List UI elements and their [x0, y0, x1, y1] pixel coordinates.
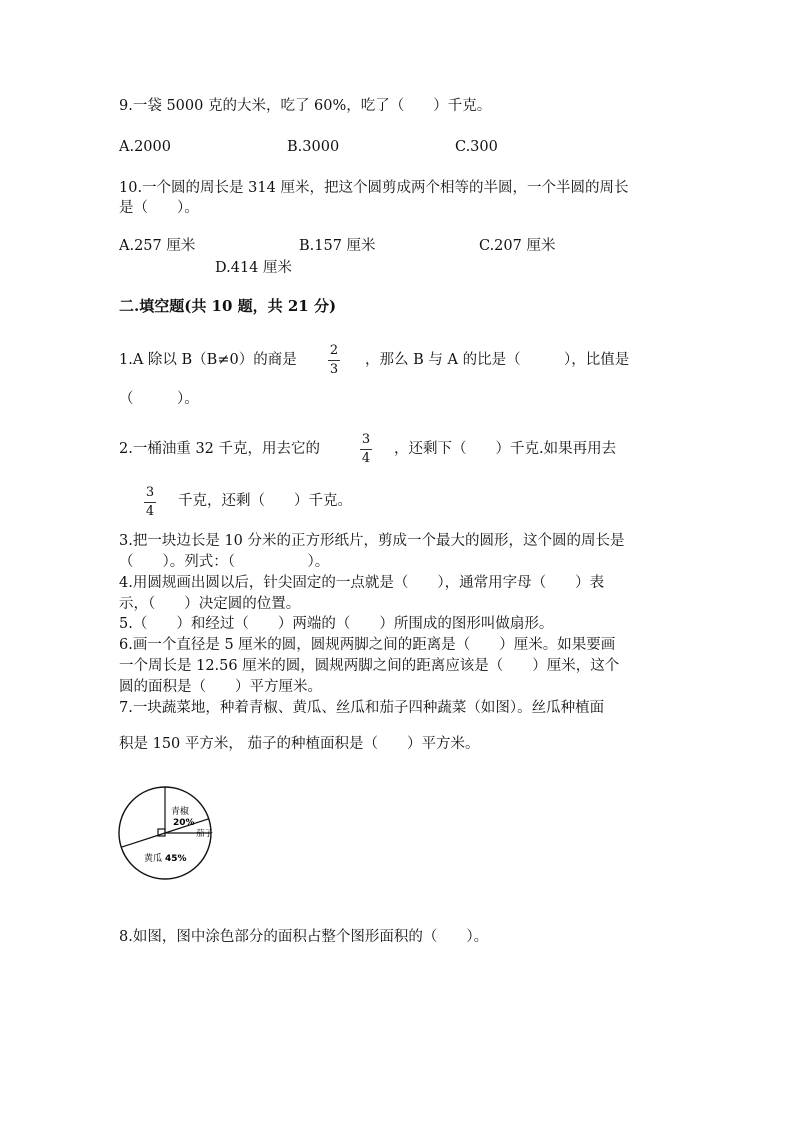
pie-value-huanggua: 45%: [165, 854, 187, 864]
q9-option-b: B.3000: [287, 139, 340, 155]
f2-fraction-bar: [360, 449, 372, 450]
f2-fraction-2: [142, 486, 158, 519]
f1-fraction-bar: [328, 360, 340, 361]
f1-fraction-denominator: 3: [329, 362, 339, 377]
q10-stem-line2: 是（ ）。: [119, 200, 199, 216]
section-title: 二.填空题(共 10 题，共 21 分): [119, 297, 337, 315]
pie-label-huanggua: 黄瓜: [144, 854, 163, 864]
f1-line2: （ ）。: [119, 391, 199, 407]
q10-option-c: C.207 厘米: [479, 238, 556, 254]
f2-fraction: [358, 433, 374, 466]
f2-fraction-numerator: 3: [361, 432, 371, 447]
f1-fraction-numerator: 2: [329, 343, 339, 358]
q10-stem-line1: 10.一个圆的周长是 314 厘米，把这个圆剪成两个相等的半圆，一个半圆的周长: [119, 180, 629, 196]
f8-line1: 8.如图，图中涂色部分的面积占整个图形面积的（ ）。: [119, 929, 489, 945]
f3-line1: 3.把一块边长是 10 分米的正方形纸片，剪成一个最大的圆形，这个圆的周长是: [119, 533, 625, 549]
f5-line1: 5.（ ）和经过（ ）两端的（ ）所围成的图形叫做扇形。: [119, 616, 554, 632]
f2-line2: 千克，还剩（ ）千克。: [178, 493, 352, 509]
q9-option-c: C.300: [455, 139, 498, 155]
f4-line2: 示，（ ）决定圆的位置。: [119, 596, 301, 612]
f6-line1: 6.画一个直径是 5 厘米的圆，圆规两脚之间的距离是（ ）厘米。如果要画: [119, 637, 616, 653]
pie-label-qiezi: 茄子: [196, 829, 214, 839]
f2-fraction2-denominator: 4: [145, 504, 155, 519]
f4-line1: 4.用圆规画出圆以后，针尖固定的一点就是（ ），通常用字母（ ）表: [119, 575, 605, 591]
q10-option-d: D.414 厘米: [215, 260, 293, 276]
f2-part2: ，还剩下（ ）千克.如果再用去: [394, 441, 617, 457]
f7-line2: 积是 150 平方米， 茄子的种植面积是（ ）平方米。: [119, 736, 480, 752]
f6-line2: 一个周长是 12.56 厘米的圆，圆规两脚之间的距离应该是（ ）厘米，这个: [119, 658, 620, 674]
f2-fraction2-numerator: 3: [145, 485, 155, 500]
f2-part1: 2.一桶油重 32 千克，用去它的: [119, 441, 321, 457]
f2-fraction2-bar: [144, 502, 156, 503]
f3-line2: （ ）。列式：（ ）。: [119, 554, 330, 570]
pie-label-qingjiao: 青椒: [171, 807, 190, 817]
vegetable-pie-chart: [118, 786, 222, 888]
q10-option-b: B.157 厘米: [299, 238, 376, 254]
q9-stem: 9.一袋 5000 克的大米，吃了 60%，吃了（ ）千克。: [119, 98, 492, 114]
f1-fraction: [326, 344, 342, 377]
pie-value-qingjiao: 20%: [173, 818, 195, 828]
f6-line3: 圆的面积是（ ）平方厘米。: [119, 679, 322, 695]
q10-option-a: A.257 厘米: [119, 238, 196, 254]
f2-fraction-denominator: 4: [361, 451, 371, 466]
f1-part1: 1.A 除以 B（B≠0）的商是: [119, 352, 297, 368]
q9-option-a: A.2000: [119, 139, 171, 155]
f1-part2: ，那么 B 与 A 的比是（ ），比值是: [365, 352, 630, 368]
f7-line1: 7.一块蔬菜地，种着青椒、黄瓜、丝瓜和茄子四种蔬菜（如图）。丝瓜种植面: [119, 700, 605, 716]
